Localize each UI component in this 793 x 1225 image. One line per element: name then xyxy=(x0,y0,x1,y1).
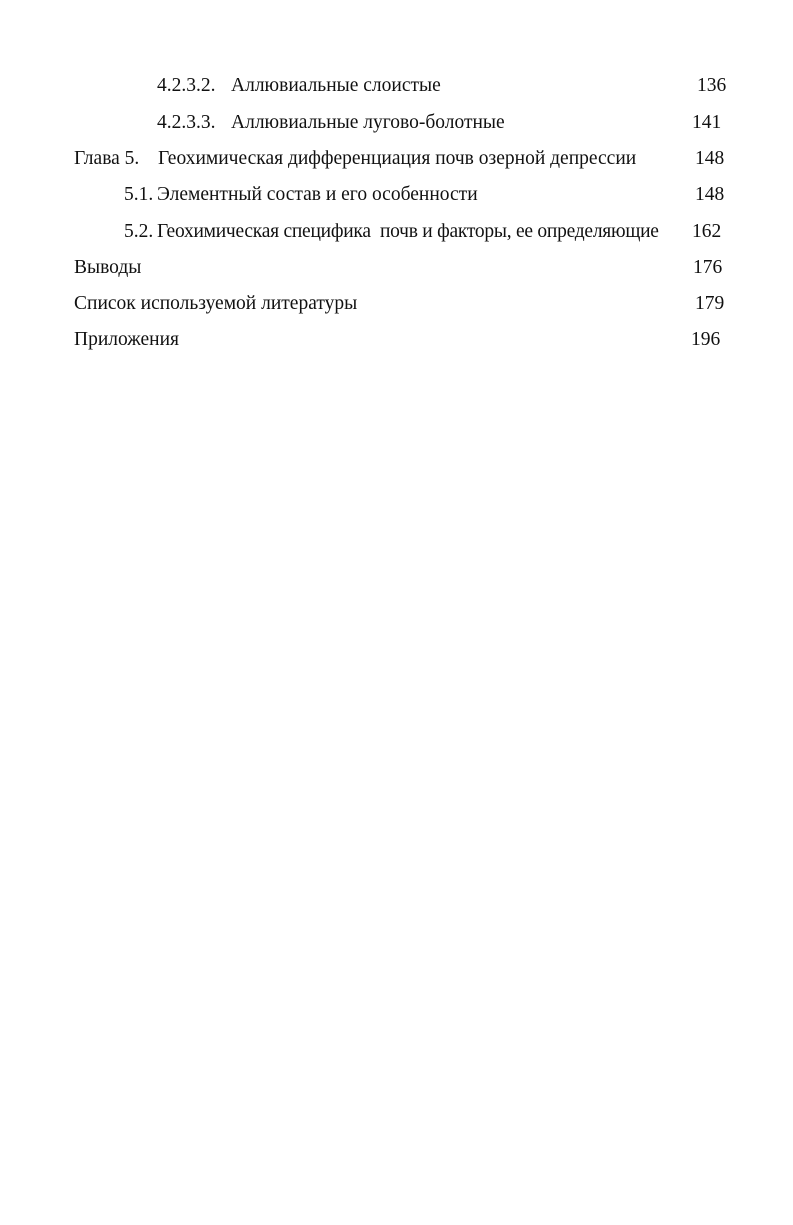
toc-entry-title: Геохимическая специфика почв и факторы, ее определяющие xyxy=(157,221,659,242)
toc-entry xyxy=(124,181,734,209)
toc-entry-title: Элементный состав и его особенности xyxy=(157,184,478,205)
toc-entry xyxy=(157,109,737,137)
toc-entry-page: 179 xyxy=(695,293,725,314)
toc-entry-page: 162 xyxy=(692,221,722,242)
toc-entry-number: 5.1. xyxy=(124,184,154,205)
toc-entry xyxy=(157,72,737,100)
toc-entry-page: 176 xyxy=(693,257,723,278)
toc-entry-number: 4.2.3.2. xyxy=(157,75,216,96)
toc-entry-title: Геохимическая дифференциация почв озерной депрессии xyxy=(158,148,637,169)
toc-entry-title: Аллювиальные слоистые xyxy=(231,75,441,96)
toc-entry-title: Аллювиальные лугово-болотные xyxy=(231,112,505,133)
toc-entry-page: 141 xyxy=(692,112,722,133)
toc-entry-page: 136 xyxy=(697,75,727,96)
toc-entry-title: Список используемой литературы xyxy=(74,293,358,314)
toc-entry-number: Глава 5. xyxy=(74,148,140,169)
toc-entry-page: 196 xyxy=(691,329,721,350)
toc-entry-page: 148 xyxy=(695,184,725,205)
toc-entry-page: 148 xyxy=(695,148,725,169)
toc-entry-number: 5.2. xyxy=(124,221,154,242)
toc-entry-number: 4.2.3.3. xyxy=(157,112,216,133)
toc-entry xyxy=(74,290,734,318)
toc-entry-title: Приложения xyxy=(74,329,179,350)
toc-entry xyxy=(74,254,734,282)
toc-entry-title: Выводы xyxy=(74,257,142,278)
toc-entry xyxy=(74,326,734,354)
toc-entry xyxy=(124,218,734,246)
toc-entry xyxy=(74,145,734,173)
